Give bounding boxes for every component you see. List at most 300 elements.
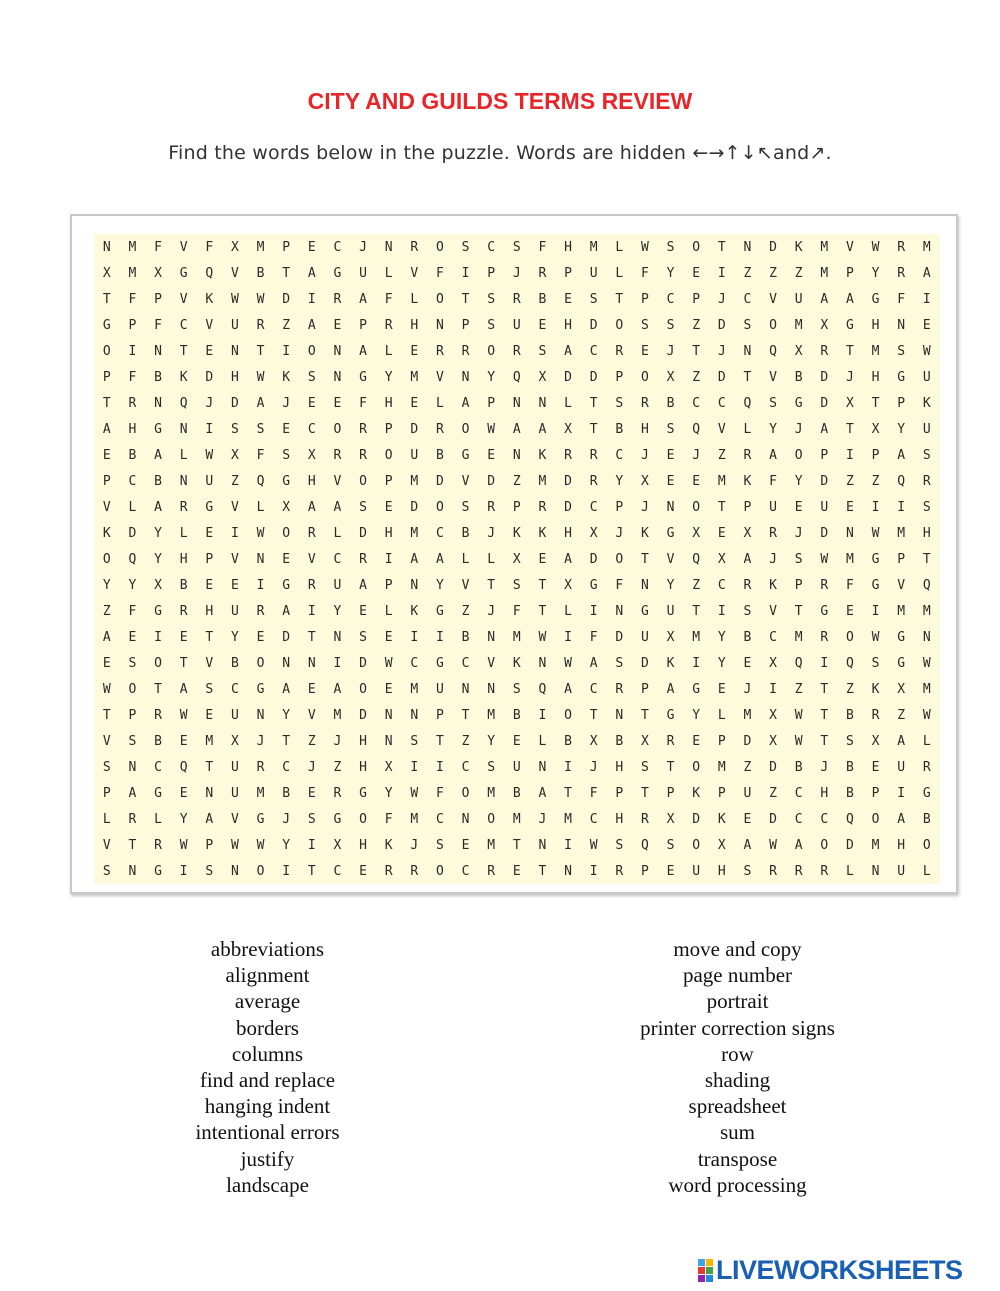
grid-cell[interactable]: V	[179, 291, 188, 307]
grid-cell[interactable]: P	[897, 395, 906, 411]
grid-cell[interactable]: N	[256, 707, 265, 723]
grid-cell[interactable]: O	[461, 421, 470, 437]
grid-cell[interactable]: B	[461, 629, 470, 645]
grid-cell[interactable]: Z	[846, 473, 854, 489]
grid-cell[interactable]: W	[256, 369, 265, 385]
grid-cell[interactable]: E	[641, 343, 649, 359]
grid-cell[interactable]: Y	[102, 577, 111, 593]
grid-cell[interactable]: T	[538, 863, 547, 879]
grid-cell[interactable]: N	[333, 629, 342, 645]
grid-cell[interactable]: Q	[128, 551, 137, 567]
grid-cell[interactable]: T	[692, 603, 701, 619]
grid-cell[interactable]: H	[564, 525, 572, 541]
grid-cell[interactable]: R	[820, 863, 829, 879]
grid-cell[interactable]: J	[487, 603, 496, 619]
grid-cell[interactable]: K	[717, 811, 726, 827]
grid-cell[interactable]: I	[897, 785, 906, 801]
grid-cell[interactable]: R	[512, 343, 521, 359]
grid-cell[interactable]: U	[231, 603, 239, 619]
grid-cell[interactable]: O	[615, 317, 624, 333]
grid-cell[interactable]: Y	[717, 629, 726, 645]
grid-cell[interactable]: D	[564, 499, 572, 515]
grid-cell[interactable]: X	[769, 733, 777, 749]
grid-cell[interactable]: M	[717, 473, 726, 489]
grid-cell[interactable]: E	[205, 707, 214, 723]
grid-cell[interactable]: V	[205, 317, 214, 333]
grid-cell[interactable]: H	[717, 863, 726, 879]
grid-cell[interactable]: R	[359, 421, 367, 437]
grid-cell[interactable]: X	[743, 525, 752, 541]
grid-cell[interactable]: A	[589, 655, 598, 671]
grid-cell[interactable]: G	[256, 681, 265, 697]
grid-cell[interactable]: S	[231, 421, 239, 437]
grid-cell[interactable]: I	[692, 655, 701, 671]
grid-cell[interactable]: U	[922, 421, 931, 437]
grid-cell[interactable]: P	[154, 291, 162, 307]
grid-cell[interactable]: O	[256, 655, 265, 671]
grid-cell[interactable]: F	[205, 239, 214, 255]
grid-cell[interactable]: S	[641, 759, 649, 775]
grid-cell[interactable]: N	[743, 239, 752, 255]
grid-cell[interactable]: A	[154, 499, 162, 515]
grid-cell[interactable]: F	[436, 265, 444, 281]
grid-cell[interactable]: X	[384, 759, 393, 775]
grid-cell[interactable]: H	[205, 603, 214, 619]
grid-cell[interactable]: F	[512, 603, 521, 619]
grid-cell[interactable]: M	[564, 811, 572, 827]
grid-cell[interactable]: W	[922, 707, 931, 723]
grid-cell[interactable]: G	[461, 447, 470, 463]
grid-cell[interactable]: A	[282, 603, 291, 619]
grid-cell[interactable]: C	[436, 811, 444, 827]
grid-cell[interactable]: U	[231, 707, 239, 723]
grid-cell[interactable]: R	[538, 499, 547, 515]
grid-cell[interactable]: O	[333, 421, 342, 437]
grid-cell[interactable]: P	[692, 291, 701, 307]
grid-cell[interactable]: Q	[205, 265, 214, 281]
grid-cell[interactable]: N	[282, 655, 291, 671]
grid-cell[interactable]: R	[384, 863, 393, 879]
grid-cell[interactable]: E	[384, 681, 393, 697]
grid-cell[interactable]: G	[436, 603, 444, 619]
grid-cell[interactable]: M	[256, 785, 265, 801]
grid-cell[interactable]: G	[794, 395, 803, 411]
grid-cell[interactable]: C	[615, 447, 624, 463]
grid-cell[interactable]: X	[666, 811, 675, 827]
grid-cell[interactable]: H	[384, 395, 393, 411]
grid-cell[interactable]: Y	[231, 629, 239, 645]
grid-cell[interactable]: Y	[154, 551, 162, 567]
grid-cell[interactable]: M	[256, 239, 265, 255]
grid-cell[interactable]: D	[769, 811, 777, 827]
grid-cell[interactable]: E	[307, 681, 316, 697]
grid-cell[interactable]: A	[410, 551, 419, 567]
grid-cell[interactable]: C	[769, 629, 777, 645]
grid-cell[interactable]: K	[871, 681, 880, 697]
grid-cell[interactable]: A	[102, 629, 111, 645]
grid-cell[interactable]: N	[333, 369, 342, 385]
grid-cell[interactable]: N	[461, 811, 470, 827]
grid-cell[interactable]: E	[410, 395, 419, 411]
grid-cell[interactable]: G	[897, 369, 906, 385]
grid-cell[interactable]: C	[589, 499, 598, 515]
grid-cell[interactable]: N	[128, 759, 137, 775]
grid-cell[interactable]: X	[666, 369, 675, 385]
grid-cell[interactable]: R	[922, 473, 931, 489]
grid-cell[interactable]: N	[538, 395, 547, 411]
grid-cell[interactable]: R	[256, 759, 265, 775]
grid-cell[interactable]: A	[359, 291, 367, 307]
grid-cell[interactable]: B	[154, 473, 162, 489]
grid-cell[interactable]: I	[436, 759, 444, 775]
grid-cell[interactable]: W	[205, 447, 214, 463]
grid-cell[interactable]: D	[615, 629, 624, 645]
grid-cell[interactable]: U	[333, 577, 342, 593]
grid-cell[interactable]: C	[461, 655, 470, 671]
grid-cell[interactable]: F	[769, 473, 777, 489]
grid-cell[interactable]: X	[717, 837, 726, 853]
grid-cell[interactable]: W	[179, 707, 188, 723]
grid-cell[interactable]: S	[205, 863, 214, 879]
grid-cell[interactable]: F	[128, 603, 137, 619]
grid-cell[interactable]: E	[692, 473, 701, 489]
grid-cell[interactable]: O	[436, 863, 444, 879]
grid-cell[interactable]: V	[231, 551, 239, 567]
grid-cell[interactable]: N	[205, 785, 214, 801]
grid-cell[interactable]: V	[307, 551, 316, 567]
grid-cell[interactable]: N	[615, 707, 624, 723]
grid-cell[interactable]: G	[102, 317, 111, 333]
grid-cell[interactable]: C	[154, 759, 162, 775]
grid-cell[interactable]: P	[102, 369, 111, 385]
grid-cell[interactable]: Z	[231, 473, 239, 489]
grid-cell[interactable]: K	[102, 525, 111, 541]
grid-cell[interactable]: V	[769, 291, 777, 307]
grid-cell[interactable]: P	[666, 785, 675, 801]
grid-cell[interactable]: R	[897, 239, 906, 255]
grid-cell[interactable]: R	[871, 707, 880, 723]
grid-cell[interactable]: W	[179, 837, 188, 853]
grid-cell[interactable]: E	[538, 551, 547, 567]
grid-cell[interactable]: Z	[512, 473, 521, 489]
grid-cell[interactable]: R	[128, 811, 137, 827]
grid-cell[interactable]: D	[820, 369, 829, 385]
grid-cell[interactable]: H	[820, 785, 829, 801]
grid-cell[interactable]: M	[333, 707, 342, 723]
grid-cell[interactable]: H	[179, 551, 188, 567]
grid-cell[interactable]: U	[666, 603, 675, 619]
grid-cell[interactable]: H	[128, 421, 137, 437]
grid-cell[interactable]: E	[205, 577, 214, 593]
grid-cell[interactable]: C	[461, 759, 470, 775]
grid-cell[interactable]: L	[154, 811, 162, 827]
grid-cell[interactable]: C	[128, 473, 137, 489]
grid-cell[interactable]: Y	[871, 265, 880, 281]
grid-cell[interactable]: P	[205, 551, 214, 567]
grid-cell[interactable]: A	[897, 447, 906, 463]
grid-cell[interactable]: O	[128, 681, 137, 697]
grid-cell[interactable]: N	[179, 421, 188, 437]
grid-cell[interactable]: C	[794, 785, 803, 801]
grid-cell[interactable]: U	[922, 369, 931, 385]
grid-cell[interactable]: D	[717, 317, 726, 333]
grid-cell[interactable]: R	[410, 863, 419, 879]
grid-cell[interactable]: S	[743, 863, 752, 879]
grid-cell[interactable]: N	[384, 733, 393, 749]
grid-cell[interactable]: S	[461, 239, 470, 255]
grid-cell[interactable]: R	[794, 863, 803, 879]
grid-cell[interactable]: X	[666, 629, 675, 645]
grid-cell[interactable]: J	[205, 395, 214, 411]
grid-cell[interactable]: R	[307, 577, 316, 593]
grid-cell[interactable]: A	[846, 291, 854, 307]
grid-cell[interactable]: L	[410, 291, 419, 307]
grid-cell[interactable]: Y	[333, 603, 342, 619]
grid-cell[interactable]: S	[922, 447, 931, 463]
grid-cell[interactable]: M	[897, 525, 906, 541]
grid-cell[interactable]: H	[615, 759, 624, 775]
grid-cell[interactable]: V	[436, 369, 444, 385]
grid-cell[interactable]: M	[922, 239, 931, 255]
grid-cell[interactable]: W	[256, 837, 265, 853]
grid-cell[interactable]: W	[871, 239, 880, 255]
grid-cell[interactable]: X	[102, 265, 111, 281]
grid-cell[interactable]: U	[410, 447, 419, 463]
grid-cell[interactable]: N	[538, 837, 547, 853]
grid-cell[interactable]: M	[128, 265, 137, 281]
grid-cell[interactable]: E	[846, 499, 854, 515]
grid-cell[interactable]: G	[154, 785, 162, 801]
grid-cell[interactable]: Q	[256, 473, 265, 489]
grid-cell[interactable]: N	[512, 447, 521, 463]
grid-cell[interactable]: T	[102, 395, 111, 411]
grid-cell[interactable]: N	[179, 473, 188, 489]
grid-cell[interactable]: T	[820, 707, 829, 723]
grid-cell[interactable]: G	[641, 603, 649, 619]
grid-cell[interactable]: F	[384, 291, 393, 307]
grid-cell[interactable]: F	[384, 811, 393, 827]
grid-cell[interactable]: A	[794, 837, 803, 853]
grid-cell[interactable]: B	[615, 733, 624, 749]
grid-cell[interactable]: N	[871, 863, 880, 879]
grid-cell[interactable]: C	[717, 395, 726, 411]
grid-cell[interactable]: H	[384, 525, 393, 541]
grid-cell[interactable]: C	[333, 863, 342, 879]
grid-cell[interactable]: L	[179, 447, 188, 463]
grid-cell[interactable]: E	[231, 577, 239, 593]
grid-cell[interactable]: F	[589, 629, 598, 645]
grid-cell[interactable]: P	[641, 291, 649, 307]
grid-cell[interactable]: Q	[846, 655, 854, 671]
grid-cell[interactable]: V	[717, 421, 726, 437]
grid-cell[interactable]: M	[794, 317, 803, 333]
grid-cell[interactable]: W	[256, 291, 265, 307]
grid-cell[interactable]: I	[564, 629, 572, 645]
grid-cell[interactable]: C	[282, 759, 291, 775]
grid-cell[interactable]: S	[512, 239, 521, 255]
grid-cell[interactable]: P	[641, 863, 649, 879]
grid-cell[interactable]: B	[282, 785, 291, 801]
grid-cell[interactable]: U	[436, 681, 444, 697]
grid-cell[interactable]: G	[333, 265, 342, 281]
grid-cell[interactable]: P	[436, 707, 444, 723]
grid-cell[interactable]: W	[102, 681, 111, 697]
grid-cell[interactable]: K	[205, 291, 214, 307]
grid-cell[interactable]: J	[615, 525, 624, 541]
grid-cell[interactable]: M	[897, 603, 906, 619]
grid-cell[interactable]: O	[641, 369, 649, 385]
grid-cell[interactable]: I	[231, 525, 239, 541]
grid-cell[interactable]: C	[794, 811, 803, 827]
grid-cell[interactable]: A	[333, 499, 342, 515]
grid-cell[interactable]: O	[615, 551, 624, 567]
grid-cell[interactable]: F	[846, 577, 854, 593]
grid-cell[interactable]: T	[641, 785, 649, 801]
grid-cell[interactable]: P	[102, 473, 111, 489]
grid-cell[interactable]: R	[615, 343, 624, 359]
grid-cell[interactable]: G	[692, 681, 701, 697]
grid-cell[interactable]: F	[436, 785, 444, 801]
grid-cell[interactable]: R	[154, 707, 162, 723]
grid-cell[interactable]: R	[820, 343, 829, 359]
grid-cell[interactable]: I	[410, 629, 419, 645]
grid-cell[interactable]: T	[692, 343, 701, 359]
grid-cell[interactable]: L	[564, 395, 572, 411]
grid-cell[interactable]: L	[384, 265, 393, 281]
grid-cell[interactable]: T	[512, 837, 521, 853]
grid-cell[interactable]: S	[666, 317, 675, 333]
grid-cell[interactable]: R	[743, 577, 752, 593]
grid-cell[interactable]: O	[487, 811, 496, 827]
grid-cell[interactable]: B	[846, 707, 854, 723]
grid-cell[interactable]: D	[589, 369, 598, 385]
grid-cell[interactable]: X	[641, 733, 649, 749]
grid-cell[interactable]: O	[820, 837, 829, 853]
grid-cell[interactable]: S	[641, 317, 649, 333]
grid-cell[interactable]: Z	[743, 759, 752, 775]
grid-cell[interactable]: S	[615, 395, 624, 411]
grid-cell[interactable]: U	[692, 863, 701, 879]
grid-cell[interactable]: J	[333, 733, 342, 749]
grid-cell[interactable]: A	[743, 837, 752, 853]
grid-cell[interactable]: O	[692, 837, 701, 853]
grid-cell[interactable]: U	[231, 759, 239, 775]
grid-cell[interactable]: K	[410, 603, 419, 619]
grid-cell[interactable]: C	[820, 811, 829, 827]
grid-cell[interactable]: B	[512, 785, 521, 801]
grid-cell[interactable]: J	[307, 759, 316, 775]
grid-cell[interactable]: M	[922, 681, 931, 697]
grid-cell[interactable]: K	[538, 525, 547, 541]
grid-cell[interactable]: V	[846, 239, 854, 255]
grid-cell[interactable]: M	[538, 473, 547, 489]
grid-cell[interactable]: H	[564, 317, 572, 333]
grid-cell[interactable]: R	[179, 603, 188, 619]
grid-cell[interactable]: C	[666, 291, 675, 307]
grid-cell[interactable]: T	[461, 707, 470, 723]
grid-cell[interactable]: Y	[615, 473, 624, 489]
grid-cell[interactable]: V	[102, 837, 111, 853]
grid-cell[interactable]: C	[410, 655, 419, 671]
grid-cell[interactable]: P	[897, 551, 906, 567]
grid-cell[interactable]: A	[359, 343, 367, 359]
grid-cell[interactable]: P	[282, 239, 291, 255]
grid-cell[interactable]: P	[615, 499, 624, 515]
grid-cell[interactable]: O	[307, 343, 316, 359]
grid-cell[interactable]: G	[436, 655, 444, 671]
grid-cell[interactable]: X	[871, 733, 880, 749]
grid-cell[interactable]: M	[922, 603, 931, 619]
grid-cell[interactable]: Y	[282, 707, 291, 723]
grid-cell[interactable]: X	[564, 421, 572, 437]
grid-cell[interactable]: G	[333, 811, 342, 827]
grid-cell[interactable]: C	[589, 681, 598, 697]
grid-cell[interactable]: W	[922, 343, 931, 359]
grid-cell[interactable]: X	[512, 551, 521, 567]
grid-cell[interactable]: D	[436, 473, 444, 489]
grid-cell[interactable]: L	[461, 551, 470, 567]
grid-cell[interactable]: J	[512, 265, 521, 281]
grid-cell[interactable]: Z	[102, 603, 111, 619]
grid-cell[interactable]: R	[179, 499, 188, 515]
grid-cell[interactable]: N	[154, 343, 162, 359]
grid-cell[interactable]: S	[794, 551, 803, 567]
grid-cell[interactable]: D	[820, 395, 829, 411]
grid-cell[interactable]: I	[179, 863, 188, 879]
grid-cell[interactable]: T	[820, 681, 829, 697]
grid-cell[interactable]: T	[461, 291, 470, 307]
grid-cell[interactable]: X	[717, 551, 726, 567]
grid-cell[interactable]: L	[922, 733, 931, 749]
grid-cell[interactable]: P	[717, 785, 726, 801]
grid-cell[interactable]: S	[897, 343, 906, 359]
grid-cell[interactable]: E	[461, 837, 470, 853]
grid-cell[interactable]: I	[871, 499, 880, 515]
grid-cell[interactable]: F	[128, 291, 137, 307]
grid-cell[interactable]: W	[922, 655, 931, 671]
grid-cell[interactable]: S	[512, 577, 521, 593]
grid-cell[interactable]: J	[692, 447, 701, 463]
grid-cell[interactable]: Z	[692, 317, 701, 333]
grid-cell[interactable]: E	[102, 655, 111, 671]
grid-cell[interactable]: I	[333, 655, 342, 671]
grid-cell[interactable]: B	[461, 525, 470, 541]
grid-cell[interactable]: Y	[179, 811, 188, 827]
grid-cell[interactable]: M	[717, 759, 726, 775]
grid-cell[interactable]: Y	[282, 837, 291, 853]
grid-cell[interactable]: X	[794, 343, 803, 359]
grid-cell[interactable]: U	[743, 785, 752, 801]
grid-cell[interactable]: R	[769, 863, 777, 879]
grid-cell[interactable]: K	[512, 525, 521, 541]
grid-cell[interactable]: O	[564, 707, 572, 723]
grid-cell[interactable]: R	[589, 447, 598, 463]
grid-cell[interactable]: E	[128, 629, 137, 645]
grid-cell[interactable]: Y	[436, 577, 444, 593]
grid-cell[interactable]: R	[333, 447, 342, 463]
grid-cell[interactable]: X	[564, 577, 572, 593]
grid-cell[interactable]: L	[487, 551, 496, 567]
grid-cell[interactable]: E	[743, 811, 752, 827]
grid-cell[interactable]: B	[564, 733, 572, 749]
grid-cell[interactable]: M	[487, 837, 496, 853]
grid-cell[interactable]: S	[615, 655, 624, 671]
grid-cell[interactable]: N	[436, 317, 444, 333]
grid-cell[interactable]: N	[410, 707, 419, 723]
grid-cell[interactable]: R	[128, 395, 137, 411]
grid-cell[interactable]: T	[205, 629, 214, 645]
grid-cell[interactable]: E	[333, 395, 342, 411]
